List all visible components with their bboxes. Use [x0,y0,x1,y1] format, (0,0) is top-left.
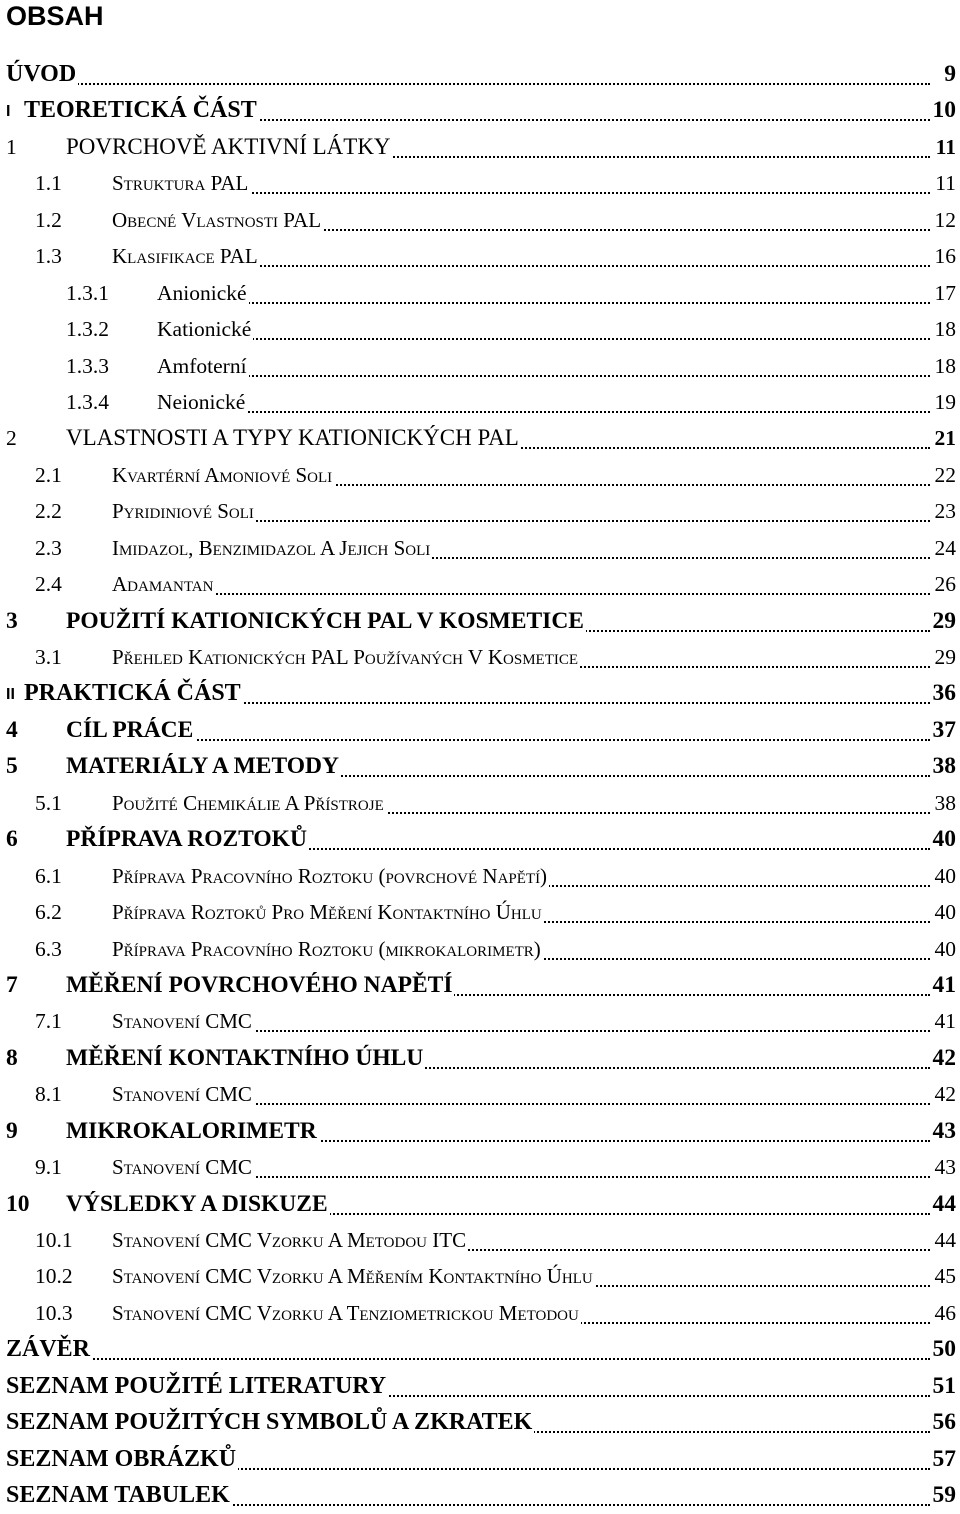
toc-entry[interactable] [0,967,960,1003]
toc-entry-title: Stanovení CMC Vzorku A Tenziometrickou Metodou [112,1295,581,1331]
toc-entry-page: 59 [931,1477,957,1513]
toc-entry-number: 7.1 [35,1009,62,1034]
toc-entry-number: 10.2 [35,1264,73,1289]
toc-entry-title: Amfoterní [157,348,249,384]
toc-entry[interactable] [0,1040,960,1076]
toc-entry-title: CÍL PRÁCE [66,712,195,748]
toc-entry-page: 57 [931,1441,957,1477]
toc-entry-page: 43 [931,1113,957,1149]
toc-entry-number: 10.3 [35,1300,73,1325]
toc-entry-title: Stanovení CMC [112,1003,254,1039]
toc-entry-number: 9.1 [35,1155,62,1180]
toc-entry[interactable] [0,384,960,420]
toc-entry-page: 38 [931,748,957,784]
toc-entry-number: 10 [6,1190,30,1217]
toc-entry[interactable] [0,311,960,347]
toc-entry-page: 18 [933,348,957,384]
toc-entry-number: 2.1 [35,462,62,487]
toc-entry[interactable] [0,566,960,602]
toc-entry-title: Kationické [157,311,253,347]
toc-entry-number: 5.1 [35,790,62,815]
toc-leader [157,348,930,377]
toc-entry-number: II [6,686,15,704]
toc-entry[interactable] [0,238,960,274]
toc-entry-title: Anionické [157,275,249,311]
toc-entry-title: SEZNAM POUŽITÝCH SYMBOLŮ A ZKRATEK [6,1404,534,1440]
toc-entry-page: 45 [933,1258,957,1294]
toc-entry-number: 4 [6,716,18,743]
page-title: OBSAH [6,1,104,31]
toc-entry-number: 1.3.1 [66,280,109,305]
toc-entry-page: 11 [933,165,956,201]
toc-entry-title: Příprava Roztoků Pro Měření Kontaktního Úhlu [112,894,544,930]
toc-entry-page: 37 [931,712,957,748]
toc-entry-number: 2.3 [35,535,62,560]
toc-entry[interactable] [0,1404,960,1440]
toc-entry-number: 5 [6,753,18,780]
toc-entry-title: TEORETICKÁ ČÁST [24,92,259,128]
toc-entry-page: 11 [934,129,956,165]
toc-entry-title: Příprava Pracovního Roztoku (mikrokalorimetr) [112,931,543,967]
toc-entry-title: Stanovení CMC [112,1149,254,1185]
toc-entry[interactable] [0,56,960,92]
toc-entry[interactable] [0,129,960,165]
toc-entry-title: SEZNAM TABULEK [6,1477,232,1513]
toc-entry-page: 22 [933,457,957,493]
toc-entry[interactable] [0,712,960,748]
toc-entry[interactable] [0,202,960,238]
toc-entry-number: 2.4 [35,572,62,597]
toc-entry-page: 50 [931,1331,957,1367]
toc-entry-number: 1.3 [35,244,62,269]
toc-entry-number: 7 [6,971,18,998]
toc-entry-title: Kvartérní Amoniové Soli [112,457,334,493]
toc-entry[interactable] [0,1295,960,1331]
toc-entry[interactable] [0,639,960,675]
toc-entry[interactable] [0,675,960,711]
toc-entry-page: 46 [933,1295,957,1331]
toc-entry-title: Přehled Kationických PAL Používaných V Kosmetice [112,639,580,675]
toc-entry-number: 3 [6,607,18,634]
toc-entry-title: Použité Chemikálie A Přístroje [112,785,386,821]
toc-entry-page: 10 [931,92,957,128]
toc-entry-page: 16 [933,238,957,274]
toc-entry-title: PŘÍPRAVA ROZTOKŮ [66,821,309,857]
toc-entry-page: 40 [933,931,957,967]
toc-entry-page: 21 [933,420,957,456]
toc-entry-number: 6.1 [35,863,62,888]
toc-leader [157,384,930,413]
toc-entry-title: POUŽITÍ KATIONICKÝCH PAL V KOSMETICE [66,603,586,639]
toc-entry-number: 10.1 [35,1228,73,1252]
toc-entry[interactable] [0,603,960,639]
toc-entry-number: 9 [6,1117,18,1144]
toc-entry[interactable] [0,530,960,566]
toc-entry-page: 41 [931,967,957,1003]
toc-entry[interactable] [0,348,960,384]
toc-entry-number: 1 [6,134,17,159]
toc-entry-number: 6.2 [35,900,62,925]
toc-entry-page: 9 [942,56,956,92]
toc-entry-number: 1.3.2 [66,317,109,342]
toc-leader [157,275,930,304]
toc-entry-title: Příprava Pracovního Roztoku (povrchové Napětí) [112,858,549,894]
toc-entry-title: PRAKTICKÁ ČÁST [24,675,243,711]
toc-entry-title: Adamantan [112,566,215,602]
toc-entry-title: SEZNAM OBRÁZKŮ [6,1441,238,1477]
toc-entry-title: Struktura PAL [112,165,250,201]
toc-leader [66,712,930,741]
toc-entry-number: 6 [6,826,18,853]
toc-entry[interactable] [0,1258,960,1294]
toc-entry-title: Stanovení CMC Vzorku A Metodou ITC [112,1222,468,1258]
toc-entry-title: VÝSLEDKY A DISKUZE [66,1186,330,1222]
toc-entry-page: 26 [933,566,957,602]
toc-entry-number: 6.3 [35,936,62,961]
toc-entry-title: SEZNAM POUŽITÉ LITERATURY [6,1368,388,1404]
toc-entry[interactable] [0,92,960,128]
toc-entry-title: Obecné Vlastnosti PAL [112,202,323,238]
toc-entry-title: Klasifikace PAL [112,238,260,274]
toc-entry-number: 1.3.3 [66,353,109,378]
toc-entry-number: 1.2 [35,207,62,232]
toc-entry-title: Pyridiniové Soli [112,493,256,529]
toc-entry-page: 36 [931,675,957,711]
toc-leader [6,56,930,85]
table-of-contents [0,56,960,1514]
toc-entry-page: 40 [933,894,957,930]
toc-entry-number: 1.1 [35,171,62,196]
toc-entry[interactable] [0,1186,960,1222]
toc-entry-number: 3.1 [35,645,62,669]
toc-entry[interactable] [0,894,960,930]
toc-entry[interactable] [0,1076,960,1112]
toc-entry[interactable] [0,420,960,456]
toc-entry[interactable] [0,1368,960,1404]
toc-entry-title: MIKROKALORIMETR [66,1113,319,1149]
toc-leader [6,1331,930,1360]
toc-entry-page: 12 [933,202,957,238]
toc-entry-page: 40 [931,821,957,857]
toc-entry-page: 42 [931,1040,957,1076]
toc-entry[interactable] [0,931,960,967]
toc-entry-page: 56 [931,1404,957,1440]
toc-entry[interactable] [0,493,960,529]
toc-entry-page: 44 [933,1222,957,1258]
toc-entry-title: VLASTNOSTI A TYPY KATIONICKÝCH PAL [66,420,521,456]
toc-entry[interactable] [0,457,960,493]
toc-entry[interactable] [0,858,960,894]
toc-entry[interactable] [0,1441,960,1477]
toc-entry-title: Neionické [157,384,247,420]
toc-entry[interactable] [0,165,960,201]
toc-leader [157,311,930,340]
toc-entry[interactable] [0,1113,960,1149]
toc-entry[interactable] [0,1003,960,1039]
toc-entry-title: Imidazol, Benzimidazol A Jejich Soli [112,530,432,566]
toc-entry-number: 2 [6,426,17,451]
toc-entry-title: POVRCHOVĚ AKTIVNÍ LÁTKY [66,129,393,165]
toc-entry-page: 44 [931,1186,957,1222]
toc-entry[interactable] [0,748,960,784]
toc-entry-title: Stanovení CMC Vzorku A Měřením Kontaktního Úhlu [112,1258,595,1294]
toc-entry-number: 8.1 [35,1082,62,1107]
toc-entry-page: 24 [933,530,957,566]
toc-entry[interactable] [0,1222,960,1258]
toc-entry-page: 29 [933,639,957,675]
toc-entry-title: ZÁVĚR [6,1331,92,1367]
toc-entry-page: 40 [933,858,957,894]
toc-entry[interactable] [0,785,960,821]
toc-entry-title: ÚVOD [6,56,78,92]
toc-entry-page: 23 [933,493,957,529]
toc-entry-number: 2.2 [35,499,62,524]
toc-entry-title: MATERIÁLY A METODY [66,748,341,784]
toc-entry-number: 8 [6,1044,18,1071]
toc-entry[interactable] [0,275,960,311]
toc-entry[interactable] [0,1477,960,1513]
toc-entry-title: MĚŘENÍ KONTAKTNÍHO ÚHLU [66,1040,425,1076]
toc-entry-page: 18 [933,311,957,347]
toc-entry-title: Stanovení CMC [112,1076,254,1112]
toc-entry-page: 42 [933,1076,957,1112]
toc-entry[interactable] [0,1331,960,1367]
toc-entry-page: 19 [933,384,957,420]
toc-entry-page: 41 [933,1003,957,1039]
toc-leader [112,566,930,595]
toc-entry-page: 43 [933,1149,957,1185]
toc-entry-page: 38 [933,785,957,821]
toc-entry-number: I [6,103,11,121]
toc-entry-title: MĚŘENÍ POVRCHOVÉHO NAPĚTÍ [66,967,454,1003]
toc-entry-number: 1.3.4 [66,389,109,414]
toc-entry-page: 17 [933,275,957,311]
toc-entry[interactable] [0,821,960,857]
toc-entry-page: 29 [931,603,957,639]
toc-entry-page: 51 [931,1368,957,1404]
toc-entry[interactable] [0,1149,960,1185]
